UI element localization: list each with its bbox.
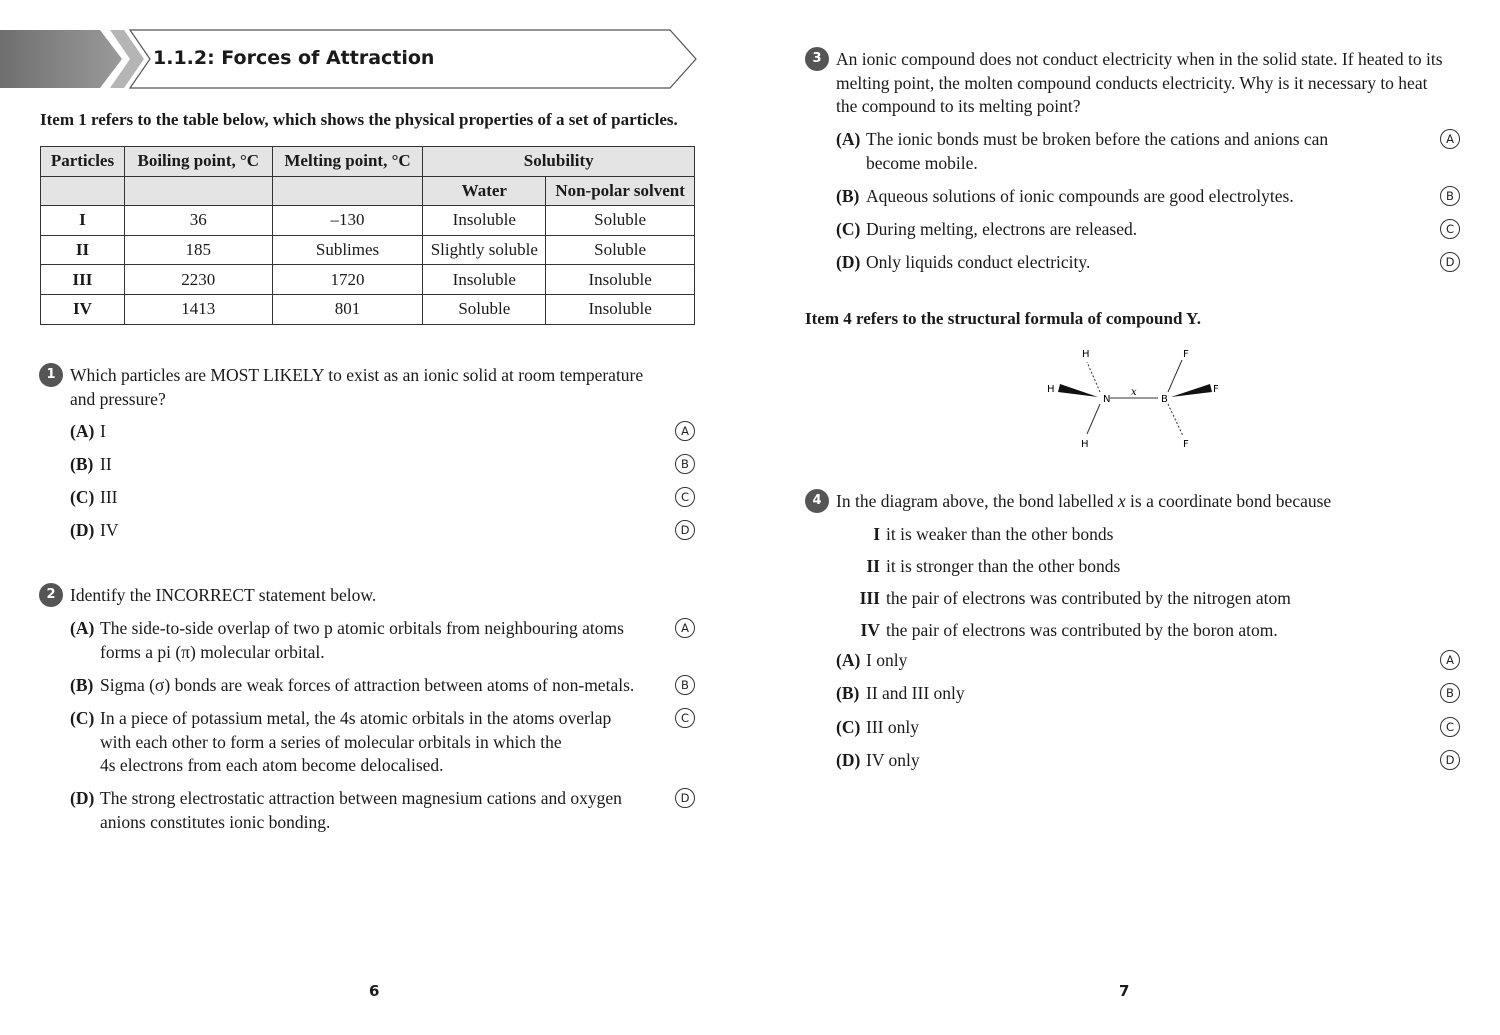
table-header-empty	[124, 176, 272, 206]
item4-intro: Item 4 refers to the structural formula of compound Y.	[805, 309, 1201, 328]
question-3-text: An ionic compound does not conduct electricity when in the solid state. If heated to its melting point, the molten compound conducts electricity. Why is it necessary to heat the compound to its melting point?	[836, 49, 1443, 116]
atom-h-bottom: H	[1081, 439, 1089, 450]
q4-statement-4: IV the pair of electrons was contributed by the boron atom.	[860, 620, 1278, 640]
atom-n: N	[1103, 394, 1111, 405]
table-header-solubility: Solubility	[423, 147, 695, 177]
table-row	[41, 265, 695, 295]
question-number-2: 2	[39, 583, 63, 607]
table-cell: 36	[124, 206, 272, 236]
q4-statement-3: III the pair of electrons was contributed by the nitrogen atom	[859, 588, 1291, 608]
table-row	[41, 235, 695, 265]
q1-option-c[interactable]: (C) III	[70, 487, 118, 507]
table-row	[41, 294, 695, 324]
q3-answer-bubble-b[interactable]: B	[1440, 186, 1460, 206]
table-cell: 1720	[272, 265, 423, 295]
q4-answer-bubble-d[interactable]: D	[1440, 750, 1460, 770]
q3-option-b[interactable]: (B) Aqueous solutions of ionic compounds are good electrolytes.	[836, 186, 1294, 206]
page-number-right: 7	[1119, 982, 1130, 1000]
atom-h-top: H	[1082, 349, 1090, 360]
table-cell: Insoluble	[546, 265, 695, 295]
q3-option-c[interactable]: (C) During melting, electrons are released.	[836, 219, 1138, 239]
q4-statement-2: II it is stronger than the other bonds	[866, 556, 1121, 576]
q2-option-b[interactable]: (B) Sigma (σ) bonds are weak forces of attraction between atoms of non-metals.	[70, 675, 635, 695]
atom-f-top: F	[1183, 349, 1189, 360]
question-2-text: Identify the INCORRECT statement below.	[70, 585, 377, 605]
table-cell: Soluble	[546, 235, 695, 265]
table-cell: I	[41, 206, 125, 236]
table-cell: Sublimes	[272, 235, 423, 265]
q3-option-a[interactable]: (A) The ionic bonds must be broken before the cations and anions can become mobile.	[836, 129, 1329, 173]
q4-option-d[interactable]: (D) IV only	[836, 750, 920, 770]
table-header-empty	[41, 176, 125, 206]
single-bond-b-f	[1168, 360, 1182, 392]
question-1-text: Which particles are MOST LIKELY to exist as an ionic solid at room temperature and pressure?	[70, 365, 644, 409]
properties-table	[40, 146, 695, 325]
q2-answer-bubble-b[interactable]: B	[675, 675, 695, 695]
q4-answer-bubble-a[interactable]: A	[1440, 650, 1460, 670]
q2-option-c[interactable]: (C) In a piece of potassium metal, the 4s atomic orbitals in the atoms overlap with each other to form a series of molecular orbitals in which the 4s electrons from each atom become delocalised.	[70, 708, 612, 775]
dashed-bond-n-h	[1087, 362, 1100, 392]
structural-formula-diagram	[1030, 340, 1240, 455]
bond-label-x: x	[1131, 387, 1137, 398]
table-cell: Insoluble	[546, 294, 695, 324]
q3-option-d[interactable]: (D) Only liquids conduct electricity.	[836, 252, 1091, 272]
q1-answer-bubble-c[interactable]: C	[675, 487, 695, 507]
q1-option-a[interactable]: (A) I	[70, 421, 106, 441]
q3-answer-bubble-a[interactable]: A	[1440, 129, 1460, 149]
dashed-bond-b-f	[1168, 404, 1183, 436]
table-cell: Soluble	[546, 206, 695, 236]
table-cell: –130	[272, 206, 423, 236]
question-number-1: 1	[39, 363, 63, 387]
table-cell: IV	[41, 294, 125, 324]
q1-answer-bubble-a[interactable]: A	[675, 421, 695, 441]
page-number-left: 6	[369, 982, 380, 1000]
table-cell: 801	[272, 294, 423, 324]
q4-option-c[interactable]: (C) III only	[836, 717, 919, 737]
table-header-melting: Melting point, °C	[272, 147, 423, 177]
table-cell: Insoluble	[423, 265, 546, 295]
atom-h-left: H	[1047, 384, 1055, 395]
table-header-empty	[272, 176, 423, 206]
question-4-text: In the diagram above, the bond labelled x is a coordinate bond because	[836, 491, 1332, 511]
q4-option-b[interactable]: (B) II and III only	[836, 683, 965, 703]
q1-option-d[interactable]: (D) IV	[70, 520, 119, 540]
question-number-4: 4	[805, 489, 829, 513]
table-subheader-water: Water	[423, 176, 546, 206]
table-cell: III	[41, 265, 125, 295]
atom-f-right: F	[1213, 384, 1219, 395]
q4-answer-bubble-c[interactable]: C	[1440, 717, 1460, 737]
table-cell: 185	[124, 235, 272, 265]
section-title: 1.1.2: Forces of Attraction	[153, 47, 435, 69]
atom-b: B	[1161, 394, 1168, 405]
q1-option-b[interactable]: (B) II	[70, 454, 112, 474]
q2-answer-bubble-a[interactable]: A	[675, 618, 695, 638]
table-cell: Soluble	[423, 294, 546, 324]
q2-answer-bubble-c[interactable]: C	[675, 708, 695, 728]
table-cell: II	[41, 235, 125, 265]
table-cell: 2230	[124, 265, 272, 295]
single-bond-n-h	[1087, 404, 1100, 434]
q4-answer-bubble-b[interactable]: B	[1440, 683, 1460, 703]
table-cell: Insoluble	[423, 206, 546, 236]
q1-answer-bubble-b[interactable]: B	[675, 454, 695, 474]
q4-option-a[interactable]: (A) I only	[836, 650, 908, 670]
q1-answer-bubble-d[interactable]: D	[675, 520, 695, 540]
atom-f-bottom: F	[1183, 439, 1189, 450]
q4-statement-1: I it is weaker than the other bonds	[873, 524, 1114, 544]
table-header-boiling: Boiling point, °C	[124, 147, 272, 177]
q2-option-a[interactable]: (A) The side-to-side overlap of two p atomic orbitals from neighbouring atoms forms a pi (π) molecular orbital.	[70, 618, 624, 662]
wedge-bond-b-f	[1171, 384, 1212, 397]
q3-answer-bubble-c[interactable]: C	[1440, 219, 1460, 239]
table-cell: Slightly soluble	[423, 235, 546, 265]
table-subheader-nonpolar: Non-polar solvent	[546, 176, 695, 206]
table-cell: 1413	[124, 294, 272, 324]
wedge-bond-n-h	[1058, 384, 1098, 397]
table-header-particles: Particles	[41, 147, 125, 177]
q2-option-d[interactable]: (D) The strong electrostatic attraction between magnesium cations and oxygen anions constitutes ionic bonding.	[70, 788, 622, 832]
table-row	[41, 206, 695, 236]
q2-answer-bubble-d[interactable]: D	[675, 788, 695, 808]
question-number-3: 3	[805, 47, 829, 71]
q3-answer-bubble-d[interactable]: D	[1440, 252, 1460, 272]
table-intro: Item 1 refers to the table below, which shows the physical properties of a set of particles.	[40, 110, 678, 129]
